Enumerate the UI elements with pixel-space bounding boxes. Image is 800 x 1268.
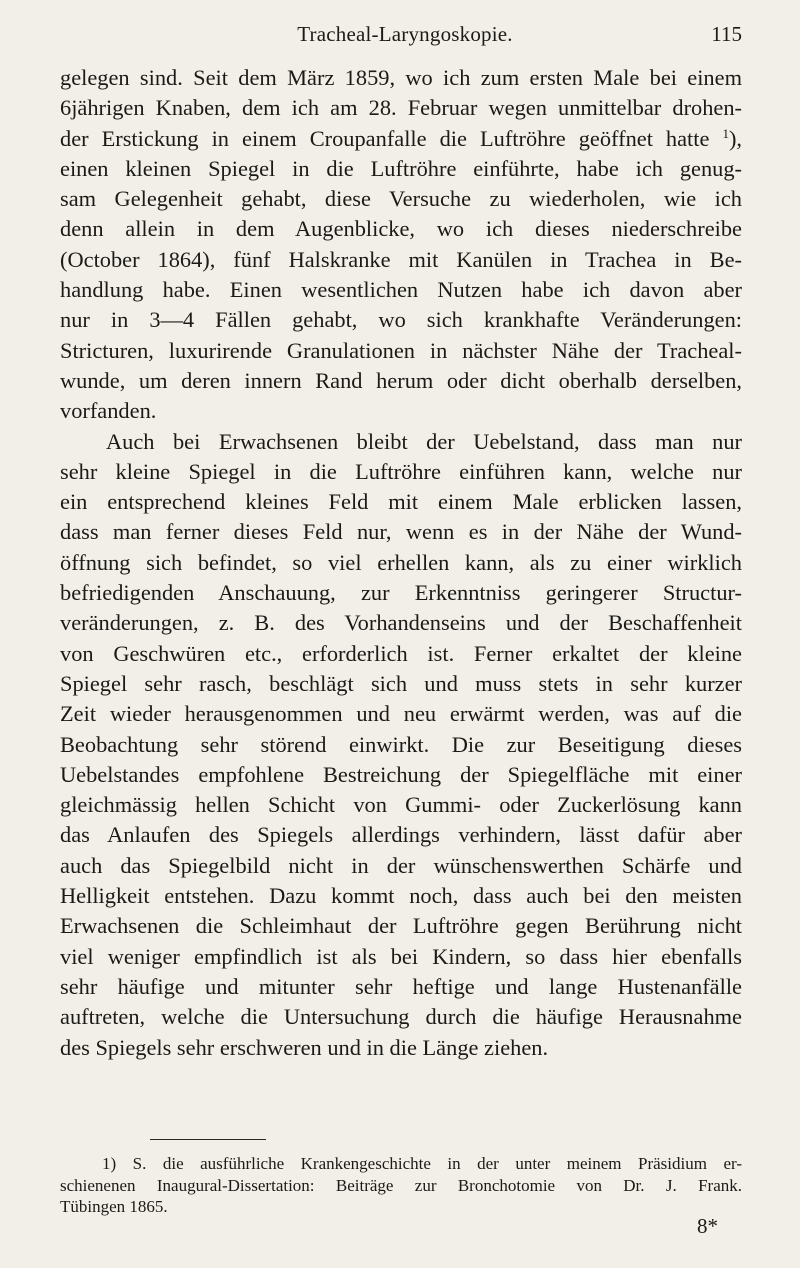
- text-line: auftreten, welche die Untersuchung durch die häufige Herausnahme: [60, 1004, 742, 1030]
- text-line: Zeit wieder herausgenommen und neu erwärmt werden, was auf die: [60, 701, 742, 727]
- footnote-marker: 1: [722, 125, 729, 141]
- footnote-line: Tübingen 1865.: [60, 1197, 168, 1217]
- text-line: dass man ferner dieses Feld nur, wenn es in der Nähe der Wund-: [60, 519, 742, 545]
- signature-mark: 8*: [697, 1214, 718, 1238]
- text-segment: der Erstickung in einem Croupanfalle die Luftröhre geöffnet hatte: [60, 125, 723, 151]
- text-line: von Geschwüren etc., erforderlich ist. Ferner erkaltet der kleine: [60, 640, 742, 666]
- text-line-with-footnote: [60, 124, 742, 154]
- text-line: nur in 3—4 Fällen gehabt, wo sich krankhafte Veränderungen:: [60, 307, 742, 333]
- text-line: das Anlaufen des Spiegels allerdings verhindern, lässt dafür aber: [60, 822, 742, 848]
- text-line: des Spiegels sehr erschweren und in die Länge ziehen.: [60, 1034, 549, 1060]
- text-line: sehr kleine Spiegel in die Luftröhre einführen kann, welche nur: [60, 458, 742, 484]
- text-line: Uebelstandes empfohlene Bestreichung der Spiegelfläche mit einer: [60, 761, 742, 787]
- text-segment: ),: [728, 125, 742, 151]
- text-line: vorfanden.: [60, 398, 157, 424]
- text-line: Stricturen, luxurirende Granulationen in nächster Nähe der Tracheal-: [60, 337, 742, 363]
- text-line: Spiegel sehr rasch, beschlägt sich und muss stets in sehr kurzer: [60, 670, 742, 696]
- running-title: Tracheal-Laryngoskopie.: [297, 22, 513, 46]
- text-line: öffnung sich befindet, so viel erhellen kann, als zu einer wirklich: [60, 549, 742, 575]
- body-text: [60, 63, 742, 1063]
- text-line: sehr häufige und mitunter sehr heftige und lange Hustenanfälle: [60, 973, 742, 999]
- text-line: Erwachsenen die Schleimhaut der Luftröhre gegen Berührung nicht: [60, 913, 742, 939]
- footnote-line: schienenen Inaugural-Dissertation: Beiträge zur Bronchotomie von Dr. J. Frank.: [60, 1175, 742, 1195]
- text-line: gelegen sind. Seit dem März 1859, wo ich zum ersten Male bei einem: [60, 65, 742, 90]
- footnote-divider: [150, 1139, 266, 1140]
- footnotes: [60, 1153, 742, 1218]
- text-line: ein entsprechend kleines Feld mit einem Male erblicken lassen,: [60, 489, 742, 515]
- text-line: Helligkeit entstehen. Dazu kommt noch, dass auch bei den meisten: [60, 883, 742, 909]
- text-line: Auch bei Erwachsenen bleibt der Uebelstand, dass man nur: [106, 428, 742, 454]
- text-line: befriedigenden Anschauung, zur Erkenntniss geringerer Structur-: [60, 580, 742, 606]
- page-header: [60, 22, 750, 52]
- text-line: Beobachtung sehr störend einwirkt. Die zur Beseitigung dieses: [60, 731, 742, 757]
- text-line: einen kleinen Spiegel in die Luftröhre einführte, habe ich genug-: [60, 155, 742, 181]
- text-line: sam Gelegenheit gehabt, diese Versuche zu wiederholen, wie ich: [60, 186, 742, 212]
- footnote-line: 1) S. die ausführliche Krankengeschichte in der unter meinem Präsidium er-: [102, 1154, 742, 1173]
- text-line: (October 1864), fünf Halskranke mit Kanülen in Trachea in Be-: [60, 246, 742, 272]
- text-line: gleichmässig hellen Schicht von Gummi- oder Zuckerlösung kann: [60, 792, 742, 818]
- text-line: viel weniger empfindlich ist als bei Kindern, so dass hier ebenfalls: [60, 943, 742, 969]
- text-line: wunde, um deren innern Rand herum oder dicht oberhalb derselben,: [60, 367, 742, 393]
- text-line: handlung habe. Einen wesentlichen Nutzen habe ich davon aber: [60, 277, 742, 303]
- text-line: auch das Spiegelbild nicht in der wünschenswerthen Schärfe und: [60, 852, 742, 878]
- text-line: denn allein in dem Augenblicke, wo ich dieses niederschreibe: [60, 216, 742, 242]
- text-line: veränderungen, z. B. des Vorhandenseins und der Beschaffenheit: [60, 610, 742, 636]
- page-number: 115: [711, 22, 742, 46]
- text-line: 6jährigen Knaben, dem ich am 28. Februar wegen unmittelbar drohen-: [60, 95, 742, 121]
